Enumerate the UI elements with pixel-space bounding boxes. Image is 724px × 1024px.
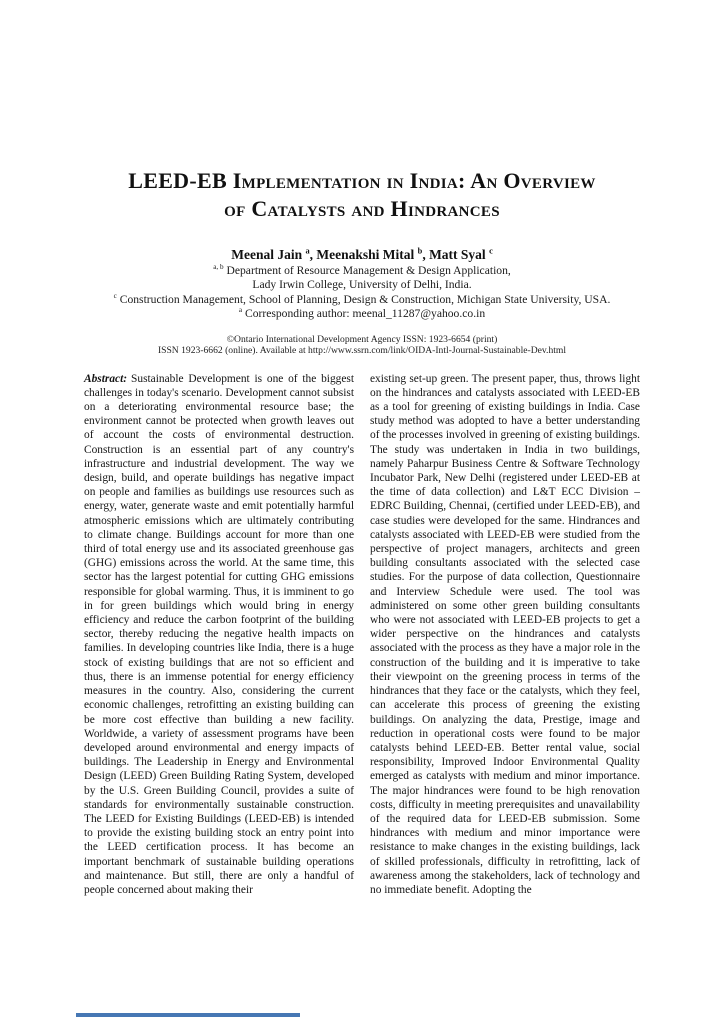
author-3-affil-mark: c <box>489 246 493 256</box>
affiliation-line-2: Lady Irwin College, University of Delhi, India. <box>252 278 472 292</box>
issn-copyright-block <box>0 334 724 356</box>
affiliation-line-1: $^{a, b}$ Department of Resource Management & Design Application, <box>213 263 511 277</box>
author-2-affil-mark: b <box>417 246 423 256</box>
author-1: Meenal Jain $^a$, <box>231 246 317 262</box>
abstract-two-columns <box>84 372 640 898</box>
affiliations-block <box>0 264 724 322</box>
author-1-affil-mark: a <box>305 246 310 256</box>
paper-title-line2: of Catalysts and Hindrances <box>224 196 500 221</box>
paper-title <box>0 167 724 223</box>
paper-title-line1: LEED-EB Implementation in India: An Overview <box>128 168 596 193</box>
abstract-label: Abstract: <box>84 372 128 385</box>
author-3: Matt Syal $^c$ <box>429 246 493 262</box>
corresponding-author-email: Corresponding author: meenal_11287@yahoo.co.in <box>242 307 486 321</box>
affiliation-line-3: $^c$ Construction Management, School of Planning, Design & Construction, Michigan State University, USA. <box>113 291 611 306</box>
author-2: Meenakshi Mital $^b$, <box>316 246 430 262</box>
abstract-column-right <box>370 372 640 898</box>
issn-line-2: ISSN 1923-6662 (online). Available at http://www.ssrn.com/link/OIDA-Intl-Journal-Sustainable-Dev.html <box>157 344 567 356</box>
abstract-text-right: existing set-up green. The present paper, thus, throws light on the hindrances and catalysts associated with LEED-EB as a tool for greening of existing buildings in India. Case study method was adopted to have a better understanding of the processes involved in greening of existing buildings. The study was undertaken in India in two buildings, namely Paharpur Business Centre & Software Technology Incubator Park, New Delhi (registered under LEED-EB at the time of data collection) and L&T ECC Division – EDRC Building, Chennai, (certified under LEED-EB), and case studies were developed for the same. Hindrances and catalysts associated with LEED-EB were studied from the perspective of project managers, architects and green building consultants associated with the selected case studies. For the purpose of data collection, Questionnaire and Interview Schedule were used. The tool was administered on some other green building consultants who were not associated with LEED-EB projects to get a wider perspective on the hindrances and catalysts associated with the process as they have a major role in the construction of the building and it is imperative to take their viewpoint on the greening process in terms of the hindrances that they face or the catalysts, which they feel, can accelerate this process of greening the existing buildings. On analyzing the data, Prestige, image and reduction in operational costs were found to be major catalysts behind LEED-EB. Better rental value, social responsibility, Improved Indoor Environmental Quality emerged as catalysts with medium and minor importance. The major hindrances were found to be high renovation costs, difficulty in meeting prerequisites and unavailability of the required data for LEED-EB submission. Some hindrances with medium and minor importance were resistance to make changes in the existing buildings, lack of skilled professionals, difficulty in retrofitting, lack of awareness among the stakeholders, lack of technology and no immediate benefit. Adopting the <box>370 372 640 896</box>
author-byline <box>0 247 724 262</box>
abstract-column-left <box>84 372 354 898</box>
corresponding-author-line: $^a$ Corresponding author: meenal_11287@yahoo.co.in <box>238 306 486 321</box>
footer-blue-rule <box>76 1013 300 1017</box>
abstract-text-left: Sustainable Development is one of the biggest challenges in today's scenario. Development cannot subsist on a deteriorating environmental resource base; the environment cannot be protected when growth leaves out of account the costs of environmental destruction. Construction is an essential part of any country's infrastructure and industrial development. The way we design, build, and operate buildings has negative impact on people and families as buildings use resources such as energy, water, generate waste and emit potentially harmful atmospheric emissions which are ultimately contributing to climate change. Buildings account for more than one third of total energy use and its associated greenhouse gas (GHG) emissions across the world. At the same time, this sector has the largest potential for cutting GHG emissions responsible for global warming. Thus, it is imminent to go in for green buildings which would bring in energy efficiency and reduce the carbon footprint of the building sector, thereby reducing the negative health impacts on families. In developing countries like India, there is a huge stock of existing buildings that are not so efficient and thus, there is an immense potential for energy efficiency measures in the country. Also, considering the current economic challenges, retrofitting an existing building can be more cost effective than building a new facility. Worldwide, a variety of assessment programs have been developed around environmental and energy impacts of buildings. The Leadership in Energy and Environmental Design (LEED) Green Building Rating System, developed by the U.S. Green Building Council, provides a suite of standards for environmentally sustainable construction. The LEED for Existing Buildings (LEED-EB) is intended to provide the existing building stock an entry point into the LEED certification process. It has become an important benchmark of sustainable building operations and maintenance. But still, there are only a handful of people concerned about making their <box>84 372 354 896</box>
issn-line-1: ©Ontario International Development Agency ISSN: 1923-6654 (print) <box>226 333 498 345</box>
